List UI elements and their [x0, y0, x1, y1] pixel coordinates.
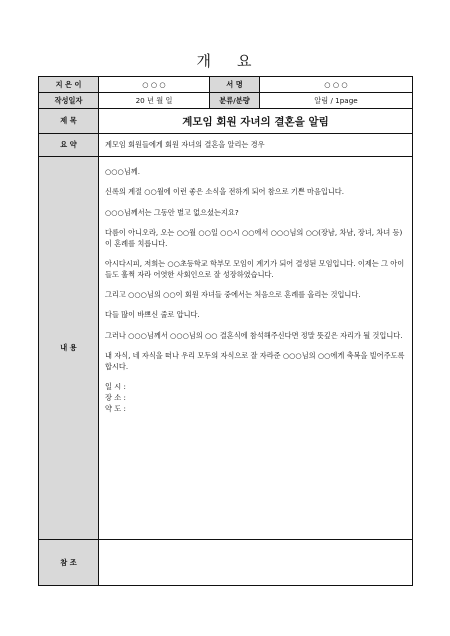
subject-label: 제 목 [39, 109, 99, 134]
heading-char-1: 개 [196, 52, 213, 70]
signature-label: 서 명 [210, 77, 260, 93]
author-value[interactable]: ○ ○ ○ [99, 77, 210, 93]
reference-row [39, 540, 413, 586]
event-place-line: 장 소 : [105, 392, 126, 402]
paragraph-season: 신록의 계절 ○○월에 이런 좋은 소식을 전하게 되어 참으로 기쁜 마음입니다. [105, 187, 345, 197]
paragraph-invitation: 그러나 ○○○님께서 ○○○님의 ○○ 결혼식에 참석해주신다면 정말 뜻깊은 자리가 될 것입니다. [105, 330, 403, 340]
summary-value[interactable]: 계모임 회원들에게 회원 자녀의 결혼을 알리는 경우 [99, 134, 413, 157]
event-map-line: 약 도 : [105, 403, 126, 413]
paragraph-background: 아시다시피, 저희는 ○○초등학교 학부모 모임이 계기가 되어 결성된 모임입니다. 이제는 그 아이들도 훌쩍 자라 어엿한 사회인으로 잘 성장하였습니다. [105, 258, 405, 279]
paragraph-first-wedding: 그리고 ○○○님의 ○○이 회원 자녀들 중에서는 처음으로 혼례를 올리는 것입니다. [105, 290, 361, 300]
category-label: 분류/분량 [210, 93, 260, 109]
paragraph-announcement: 다름이 아니오라, 오는 ○○월 ○○일 ○○시 ○○에서 ○○○님의 ○○(장남, 차남, 장녀, 차녀 등)이 혼례를 치릅니다. [105, 227, 403, 248]
date-row [39, 93, 413, 109]
overview-form-table [38, 76, 413, 586]
author-label: 지 은 이 [39, 77, 99, 93]
content-body[interactable] [99, 157, 413, 540]
content-row [39, 157, 413, 540]
summary-label: 요 약 [39, 134, 99, 157]
subject-value[interactable]: 계모임 회원 자녀의 결혼을 알림 [99, 109, 413, 134]
paragraph-greeting: ○○○님께. [105, 167, 140, 176]
heading-char-2: 요 [237, 52, 254, 70]
event-details [105, 382, 407, 414]
document-heading [0, 50, 450, 71]
content-label: 내 용 [39, 157, 99, 540]
category-value[interactable]: 알림 / 1page [260, 93, 413, 109]
signature-value[interactable]: ○ ○ ○ [260, 77, 413, 93]
paragraph-wellbeing: ○○○님께서는 그동안 별고 없으셨는지요? [105, 207, 239, 217]
summary-row [39, 134, 413, 157]
event-date-line: 일 시 : [105, 382, 126, 392]
reference-value[interactable] [99, 540, 413, 586]
subject-row [39, 109, 413, 134]
paragraph-busy: 다들 많이 바쁘신 줄로 압니다. [105, 310, 200, 320]
author-row [39, 77, 413, 93]
date-value[interactable]: 20 년 월 일 [99, 93, 210, 109]
date-label: 작성일자 [39, 93, 99, 109]
reference-label: 참 조 [39, 540, 99, 586]
paragraph-blessing: 내 자식, 네 자식을 떠나 우리 모두의 자식으로 잘 자라준 ○○○님의 ○○에게 축복을 빌어주도록 합시다. [105, 350, 405, 371]
